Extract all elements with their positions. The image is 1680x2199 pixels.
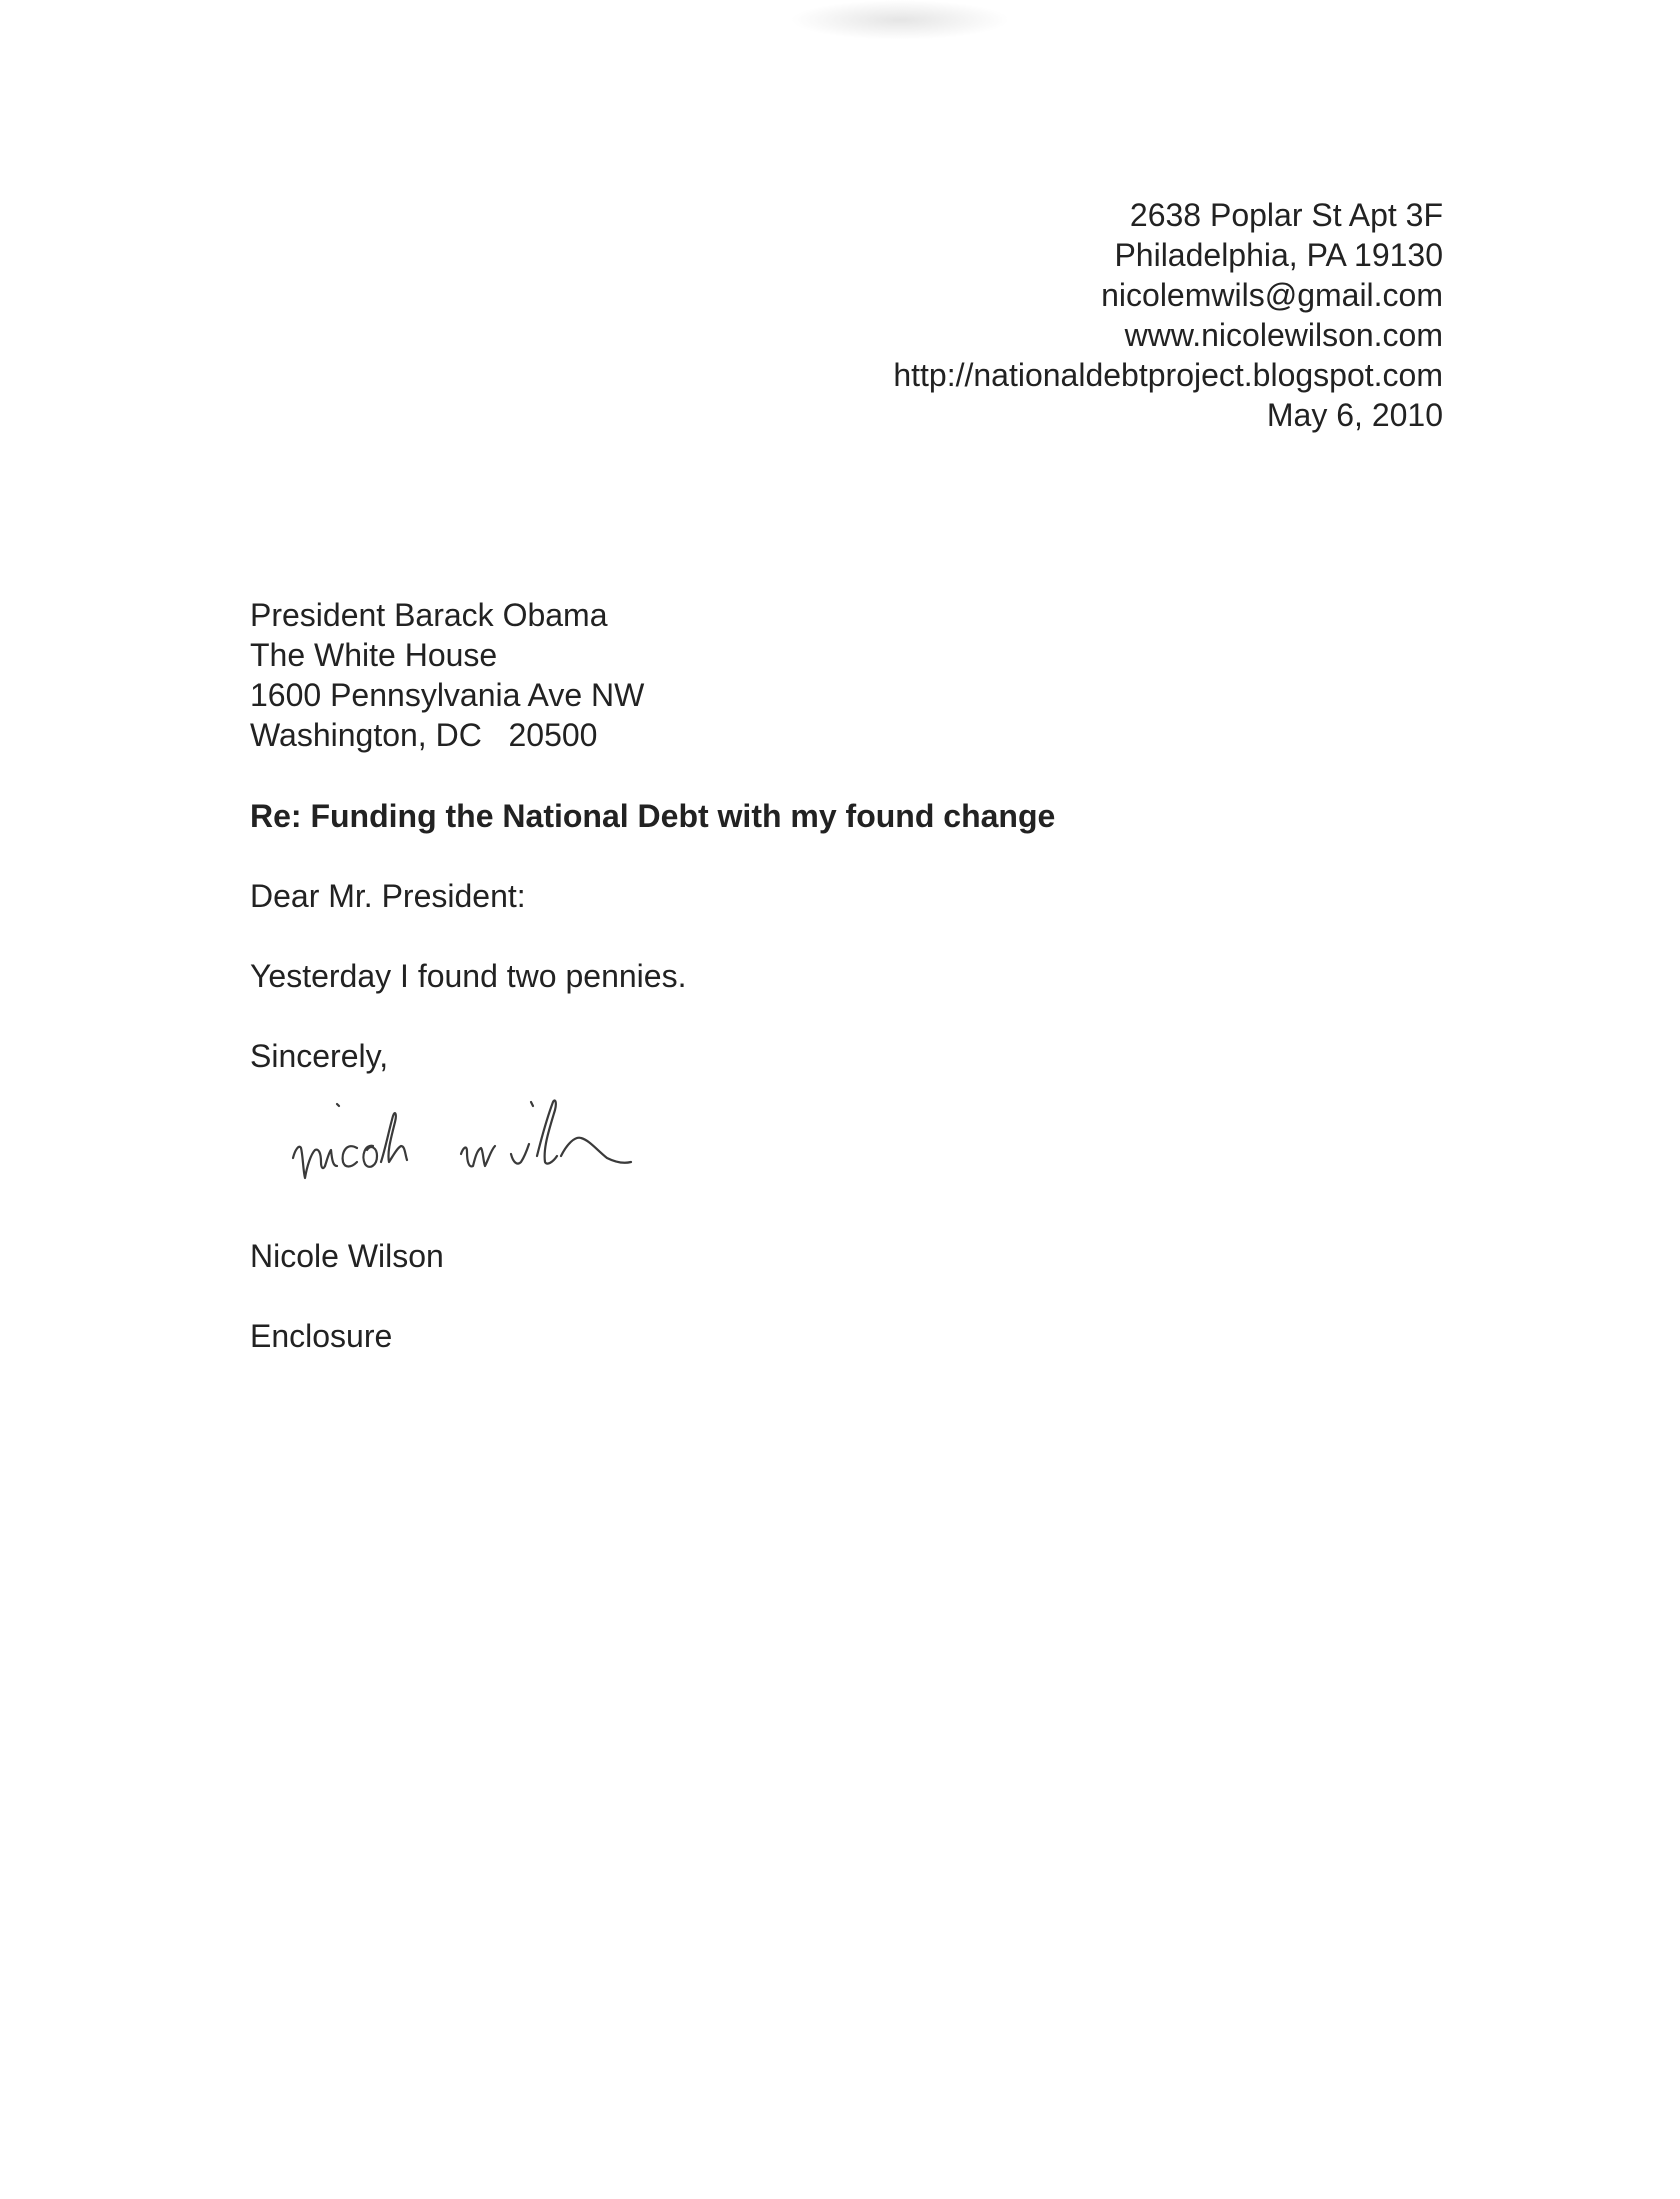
- sender-website: www.nicolewilson.com: [1124, 317, 1443, 353]
- letter-body: Yesterday I found two pennies.: [250, 958, 687, 994]
- scan-smudge: [790, 0, 1010, 40]
- recipient-city-state-zip: Washington, DC 20500: [250, 717, 598, 753]
- recipient-organization: The White House: [250, 637, 498, 673]
- enclosure-notation: Enclosure: [250, 1318, 393, 1354]
- sender-city-state-zip: Philadelphia, PA 19130: [1114, 237, 1443, 273]
- recipient-name: President Barack Obama: [250, 597, 608, 633]
- salutation: Dear Mr. President:: [250, 878, 526, 914]
- closing: Sincerely,: [250, 1038, 389, 1074]
- subject-line: Re: Funding the National Debt with my found change: [250, 798, 1056, 834]
- recipient-address-block: [250, 595, 644, 755]
- sender-address-block: [893, 195, 1443, 435]
- sender-street: 2638 Poplar St Apt 3F: [1129, 197, 1443, 233]
- sender-blog: http://nationaldebtproject.blogspot.com: [893, 357, 1443, 393]
- recipient-street: 1600 Pennsylvania Ave NW: [250, 677, 645, 713]
- handwritten-signature: [285, 1070, 825, 1200]
- signer-name: Nicole Wilson: [250, 1238, 444, 1274]
- letter-date: May 6, 2010: [1266, 397, 1443, 433]
- sender-email: nicolemwils@gmail.com: [1101, 277, 1443, 313]
